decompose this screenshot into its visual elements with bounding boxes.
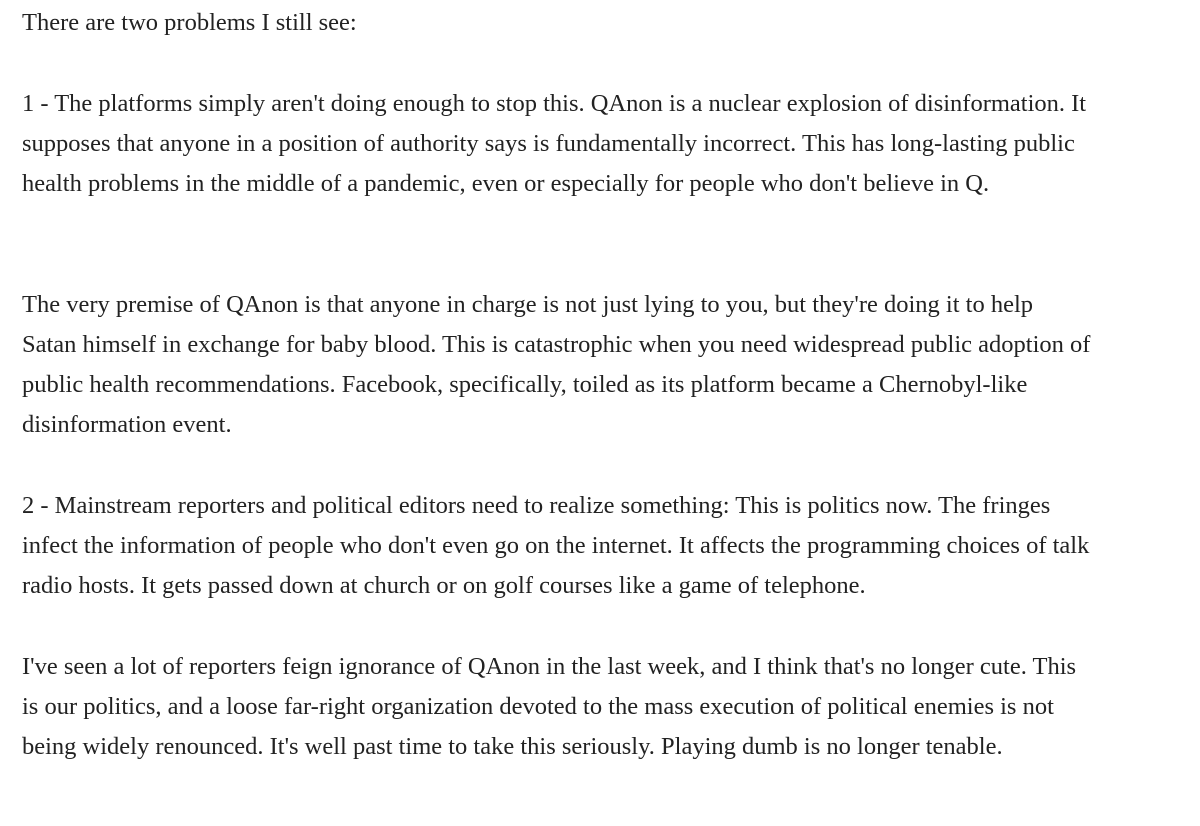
qanon-premise-paragraph: The very premise of QAnon is that anyone in charge is not just lying to you, but they're doing it to help Satan himself in exchange for baby blood. This is catastrophic when you need widespread public adoption of public health recommendations. Facebook, specifically, toiled as its platform became a Chernobyl-like disinformation event.	[22, 291, 1091, 438]
reporters-paragraph: I've seen a lot of reporters feign ignorance of QAnon in the last week, and I think that's no longer cute. This is our politics, and a loose far-right organization devoted to the mass execution of political enemies is not being widely renounced. It's well past time to take this seriously. Playing dumb is no longer tenable.	[22, 653, 1077, 760]
problem-two-paragraph: 2 - Mainstream reporters and political editors need to realize something: This is politics now. The fringes infect the information of people who don't even go on the internet. It affects the programming choices of talk radio hosts. It gets passed down at church or on golf courses like a game of telephone.	[22, 492, 1090, 599]
intro-paragraph: There are two problems I still see:	[22, 9, 357, 36]
problem-one-paragraph: 1 - The platforms simply aren't doing enough to stop this. QAnon is a nuclear explosion of disinformation. It supposes that anyone in a position of authority says is fundamentally incorrect. This has long-lasting public health problems in the middle of a pandemic, even or especially for people who don't believe in Q.	[22, 90, 1087, 197]
